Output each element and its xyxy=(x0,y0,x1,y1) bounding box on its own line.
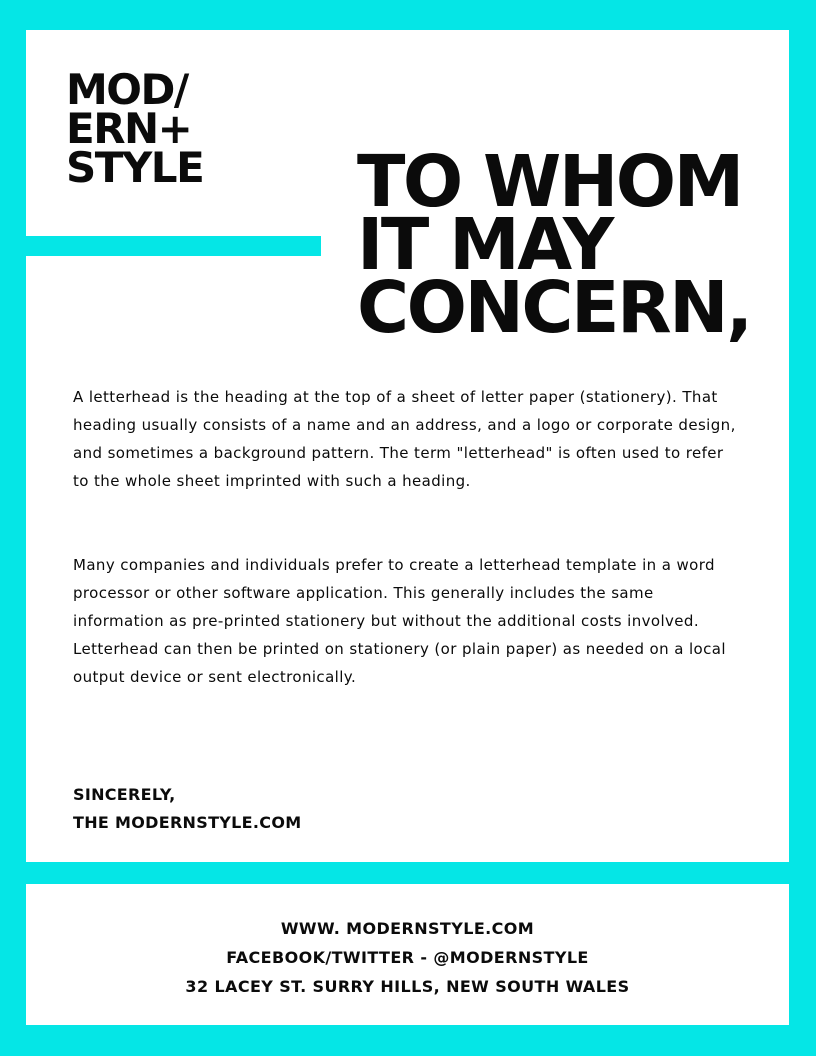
body-paragraph-2: Many companies and individuals prefer to create a letterhead template in a word processor or other software application. This generally includes the same information as pre-printed stationery but without the additional costs involved. Letterhead can then be printed on stationery (or plain paper) as needed on a local output device or sent electronically. xyxy=(73,556,726,686)
signature-text: THE MODERNSTYLE.COM xyxy=(73,813,302,832)
footer-contact xyxy=(26,914,789,1001)
salutation-line-1: TO WHOM xyxy=(357,140,742,223)
salutation-heading xyxy=(357,140,751,349)
logo-line-1: MOD/ xyxy=(66,65,188,114)
signoff xyxy=(73,781,301,837)
closing-text: SINCERELY, xyxy=(73,785,176,804)
footer-address: 32 LACEY ST. SURRY HILLS, NEW SOUTH WALES xyxy=(185,977,630,996)
salutation-line-3: CONCERN, xyxy=(357,266,751,349)
salutation-line-2: IT MAY xyxy=(357,203,612,286)
logo-line-3: STYLE xyxy=(66,143,204,192)
accent-bar xyxy=(26,236,321,256)
logo-line-2: ERN+ xyxy=(66,104,192,153)
logo xyxy=(66,65,204,192)
footer-website: WWW. MODERNSTYLE.COM xyxy=(280,919,535,938)
footer-social: FACEBOOK/TWITTER - @MODERNSTYLE xyxy=(226,948,589,967)
body-paragraph-1: A letterhead is the heading at the top of a sheet of letter paper (stationery). That heading usually consists of a name and an address, and a logo or corporate design, and sometimes a background pattern. The term "letterhead" is often used to refer to the whole sheet imprinted with such a heading. xyxy=(73,388,736,490)
